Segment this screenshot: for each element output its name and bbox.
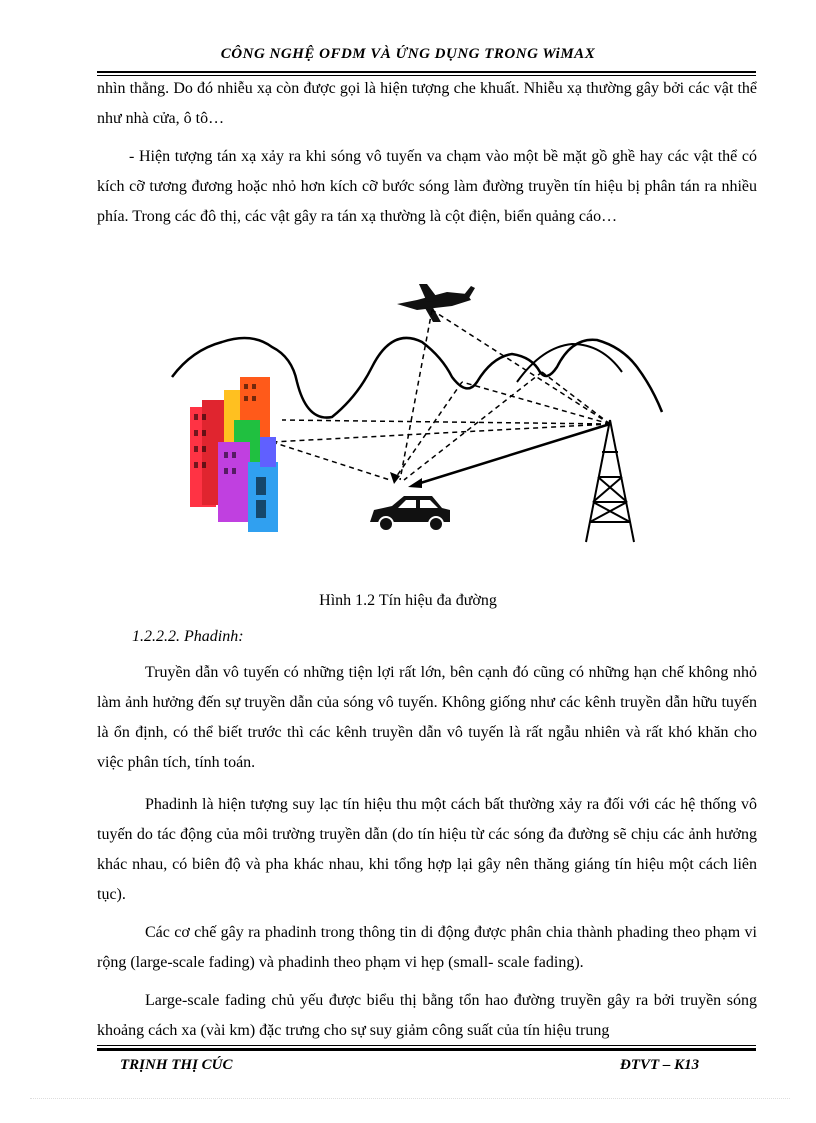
paragraph-text: Large-scale fading chủ yếu được biểu thị bằng tổn hao đường truyền gây ra bởi truyền sóng khoảng cách xa (vài km) đặc trưng cho sự suy giảm công suất của tín hiệu trung bbox=[97, 992, 757, 1039]
paragraph-text: Các cơ chế gây ra phadinh trong thông tin di động được phân chia thành phading theo phạm vi rộng (large-scale fading) và phadinh theo phạm vi hẹp (small- scale fading). bbox=[97, 924, 757, 971]
page-header-title: CÔNG NGHỆ OFDM VÀ ỨNG DỤNG TRONG WiMAX bbox=[220, 46, 596, 62]
footer-class: ĐTVT – K13 bbox=[620, 1057, 700, 1073]
paragraph-text: Truyền dẫn vô tuyến có những tiện lợi rất lớn, bên cạnh đó cũng có những hạn chế không nhỏ làm ảnh hưởng đến sự truyền dẫn của sóng vô tuyến. Không giống như các kênh truyền dẫn hữu tuyến là ổn định, có thể biết trước thì các kênh truyền dẫn vô tuyến là rất ngẫu nhiên và rất khó khăn cho việc phân tích, tính toán. bbox=[97, 664, 757, 771]
figure-caption: Hình 1.2 Tín hiệu đa đường bbox=[319, 592, 497, 609]
section-heading: 1.2.2.2. Phadinh: bbox=[132, 628, 244, 645]
paragraph-5 bbox=[97, 918, 757, 978]
footer-rule-thin bbox=[97, 1045, 756, 1046]
paragraph-2 bbox=[97, 142, 757, 232]
page-edge-divider bbox=[30, 1098, 790, 1099]
paragraph-text: nhìn thẳng. Do đó nhiễu xạ còn được gọi là hiện tượng che khuất. Nhiễu xạ thường gây bởi các vật thể như nhà cửa, ô tô… bbox=[97, 80, 757, 127]
paragraph-3 bbox=[97, 658, 757, 778]
multipath-figure bbox=[132, 272, 680, 562]
paragraph-text: Phadinh là hiện tượng suy lạc tín hiệu thu một cách bất thường xảy ra đối với các hệ thống vô tuyến do tác động của môi trường truyền dẫn (do tín hiệu từ các sóng đa đường sẽ chịu các ảnh hưởng khác nhau, có biên độ và pha khác nhau, khi tổng hợp lại gây nên thăng giáng tín hiệu một cách liên tục). bbox=[97, 796, 757, 903]
footer-rule bbox=[97, 1048, 756, 1051]
multipath-illustration bbox=[132, 272, 680, 562]
paragraph-4 bbox=[97, 790, 757, 910]
header-rule bbox=[97, 71, 756, 73]
footer-author: TRỊNH THỊ CÚC bbox=[120, 1057, 233, 1073]
paragraph-text: - Hiện tượng tán xạ xảy ra khi sóng vô tuyến va chạm vào một bề mặt gồ ghề hay các vật thể có kích cỡ tương đương hoặc nhỏ hơn kích cỡ bước sóng làm đường truyền tín hiệu bị phân tán ra nhiều phía. Trong các đô thị, các vật gây ra tán xạ thường là cột điện, biển quảng cáo… bbox=[97, 148, 757, 225]
paragraph-1 bbox=[97, 74, 757, 134]
paragraph-6 bbox=[97, 986, 757, 1046]
